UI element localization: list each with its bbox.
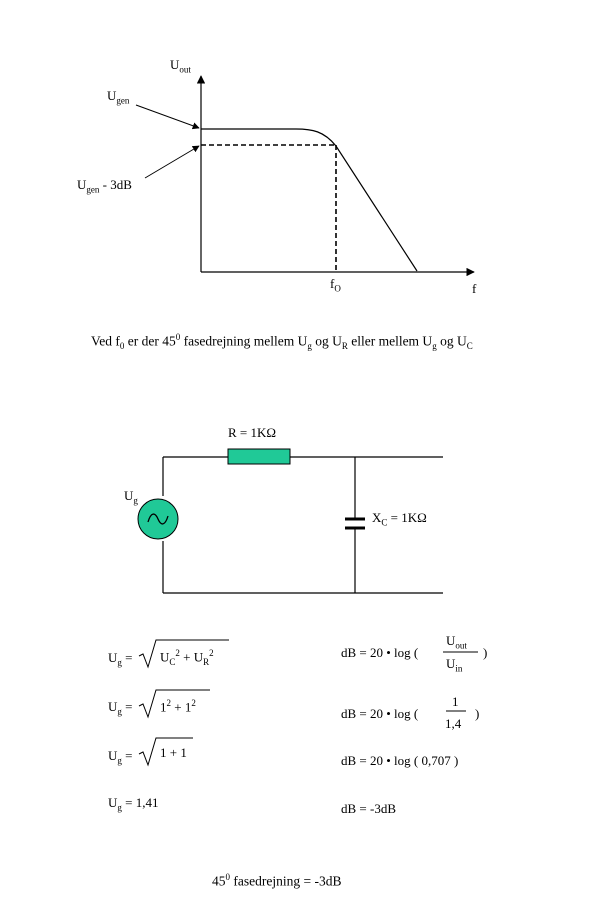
equation-right-2-denominator: 1,4 [445, 716, 462, 731]
ugen-pointer-arrow [136, 105, 199, 128]
ugen-minus-3db-label: $U_{gen} - 3dB$ [77, 177, 132, 195]
equation-left-1-radicand: $U_C^2 + U_R^2$ [160, 648, 214, 667]
equation-left-2-radicand: $1^2 + 1^2$ [160, 698, 196, 715]
resistor [228, 449, 290, 464]
equation-right-1-close: ) [483, 645, 488, 660]
equation-right-3: dB = 20 • log ( 0,707 ) [341, 753, 459, 768]
conclusion-caption: $45^0$ fasedrejning = -3dB [212, 872, 342, 889]
equation-right-2-prefix: dB = 20 • log ( [341, 706, 419, 721]
equation-right-2-numerator: 1 [452, 694, 459, 709]
equation-left-3: $U_g$ = [108, 748, 133, 766]
equation-left-3-radicand: 1 + 1 [160, 745, 187, 760]
equation-left-1: $U_g$ = [108, 650, 133, 668]
equation-left-2: $U_g$ = [108, 699, 133, 717]
equation-left-4: $U_g = 1,41$ [108, 795, 159, 813]
resistor-label: R = 1KΩ [228, 425, 277, 440]
equation-right-1-prefix: dB = 20 • log ( [341, 645, 419, 660]
ugen-3db-pointer-arrow [145, 146, 199, 178]
ugen-label: $U_{gen}$ [107, 88, 130, 106]
equation-right-4: dB = -3dB [341, 801, 397, 816]
phase-shift-caption: Ved $f_0$ er der $45^0$ fasedrejning mellem $U_g$ og $U_R$ eller mellem $U_g$ og $U_C$ [91, 332, 473, 352]
f0-label: $f_O$ [330, 276, 341, 294]
source-label: $U_g$ [124, 488, 138, 506]
x-axis-label: f [472, 281, 477, 296]
response-curve [201, 129, 417, 271]
equation-right-2-close: ) [475, 706, 480, 721]
equation-right-1-denominator: $U_{in}$ [446, 656, 463, 674]
capacitor-label: $X_C = 1K\Omega$ [372, 510, 427, 528]
y-axis-label: $U_{out}$ [170, 57, 191, 75]
equation-right-1-numerator: $U_{out}$ [446, 633, 467, 651]
